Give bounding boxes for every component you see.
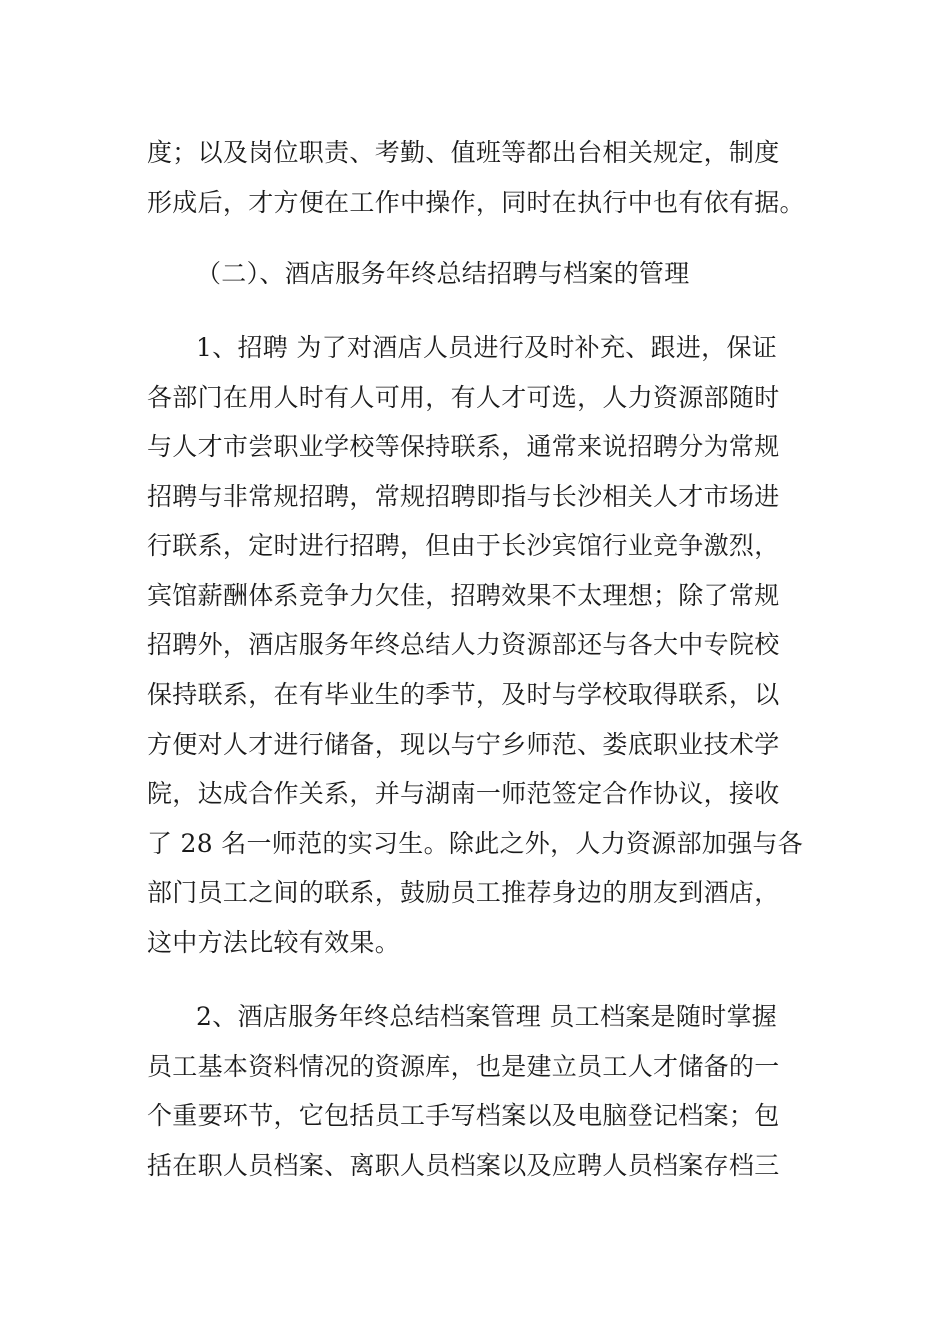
paragraph-line: 1、招聘 为了对酒店人员进行及时补充、跟进，保证: [196, 333, 778, 362]
paragraph-line: 各部门在用人时有人可用，有人才可选，人力资源部随时: [147, 383, 780, 412]
paragraph-line: 了 28 名一师范的实习生。除此之外，人力资源部加强与各: [147, 829, 804, 858]
paragraph-line: 保持联系，在有毕业生的季节，及时与学校取得联系，以: [147, 680, 780, 709]
paragraph-line: 行联系，定时进行招聘，但由于长沙宾馆行业竞争激烈，: [147, 531, 780, 560]
paragraph-line: 招聘与非常规招聘，常规招聘即指与长沙相关人才市场进: [147, 482, 780, 511]
paragraph-line: 招聘外，酒店服务年终总结人力资源部还与各大中专院校: [147, 630, 780, 659]
paragraph-line: 员工基本资料情况的资源库，也是建立员工人才储备的一: [147, 1052, 780, 1081]
section-heading: （二）、酒店服务年终总结招聘与档案的管理: [196, 259, 690, 288]
paragraph-line: 方便对人才进行储备，现以与宁乡师范、娄底职业技术学: [147, 730, 780, 759]
paragraph-line: 院，达成合作关系，并与湖南一师范签定合作协议，接收: [147, 779, 780, 808]
paragraph-line: 2、酒店服务年终总结档案管理 员工档案是随时掌握: [196, 1002, 778, 1031]
paragraph-line: 形成后，才方便在工作中操作，同时在执行中也有依有据。: [147, 188, 805, 217]
paragraph-line: 部门员工之间的联系，鼓励员工推荐身边的朋友到酒店，: [147, 878, 780, 907]
paragraph-line: 与人才市尝职业学校等保持联系，通常来说招聘分为常规: [147, 432, 780, 461]
paragraph-line: 这中方法比较有效果。: [147, 928, 401, 957]
paragraph-line: 括在职人员档案、离职人员档案以及应聘人员档案存档三: [147, 1151, 780, 1180]
paragraph-line: 度；以及岗位职责、考勤、值班等都出台相关规定，制度: [147, 138, 780, 167]
paragraph-line: 个重要环节，它包括员工手写档案以及电脑登记档案；包: [147, 1101, 780, 1130]
paragraph-line: 宾馆薪酬体系竞争力欠佳，招聘效果不太理想；除了常规: [147, 581, 780, 610]
